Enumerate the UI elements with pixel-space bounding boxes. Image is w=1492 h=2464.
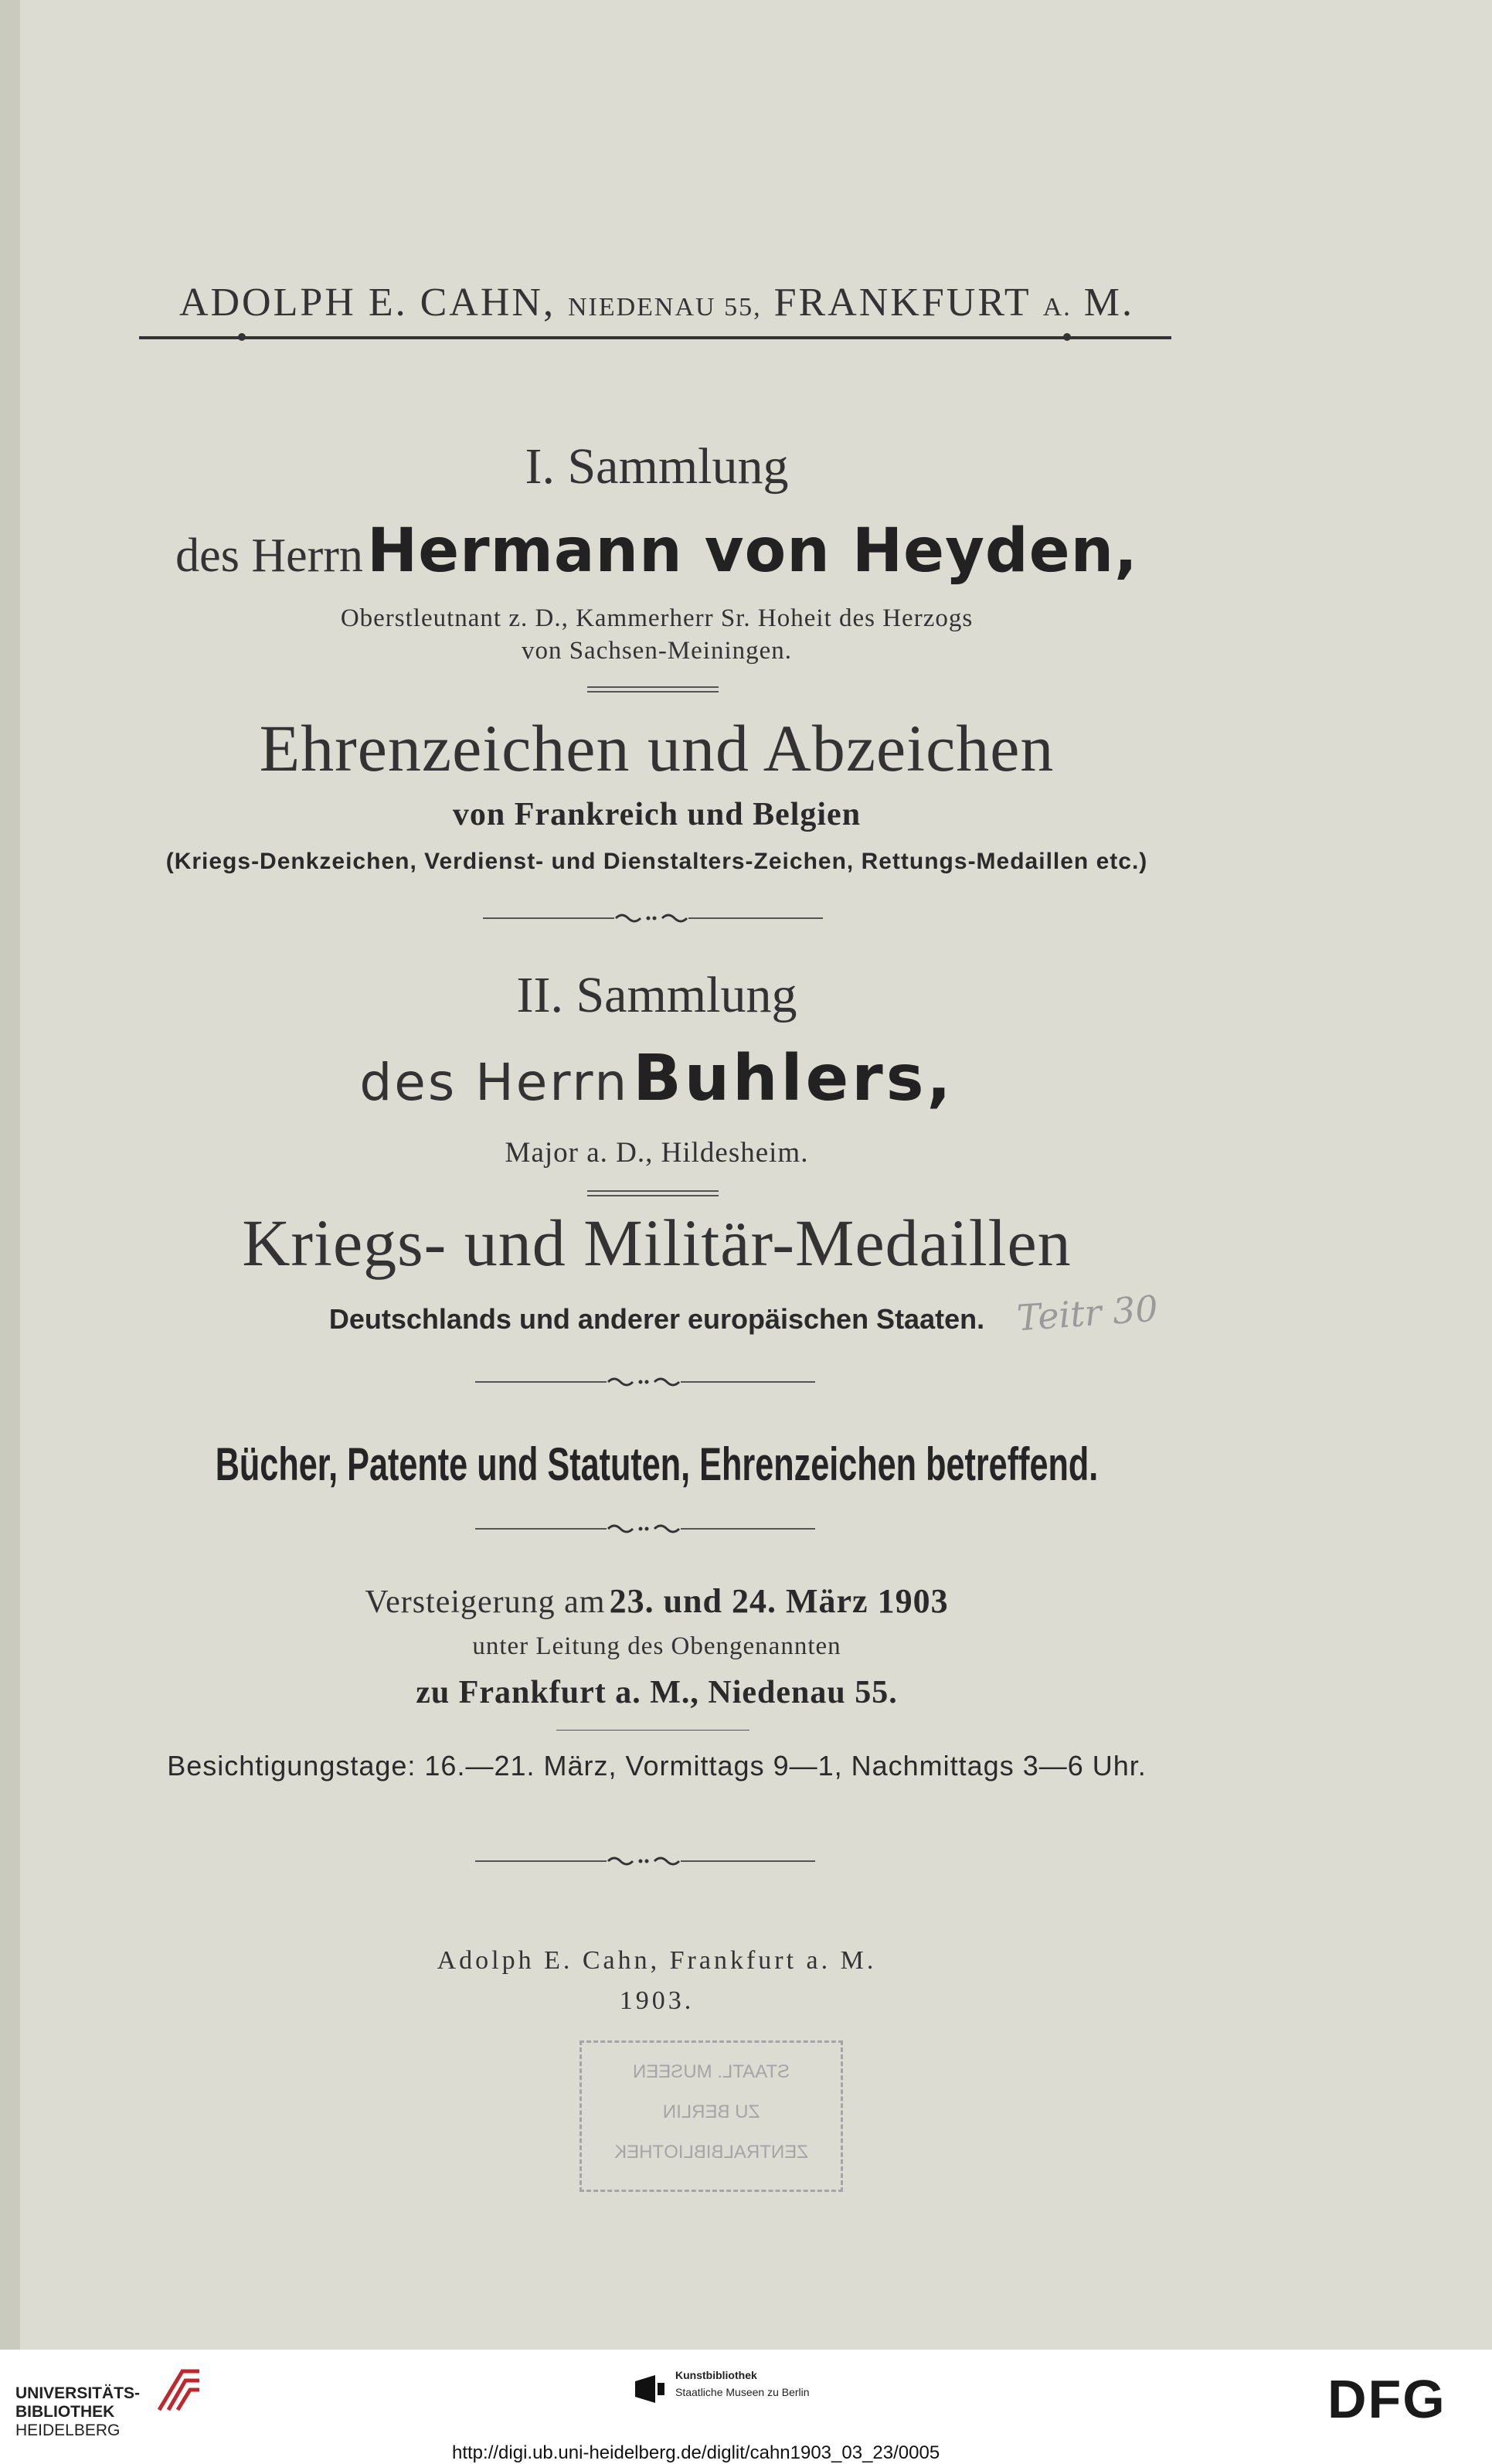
- dfg-logo[interactable]: DFG: [1327, 2369, 1446, 2429]
- collection1-subject-sub: von Frankreich und Belgien: [452, 797, 862, 832]
- collection1-subject: Ehrenzeichen und Abzeichen: [259, 711, 1055, 785]
- books-line-wrap: [0, 1438, 1314, 1491]
- collection2-des-herrn: des Herrn: [359, 1053, 630, 1112]
- ub-line3: HEIDELBERG: [15, 2421, 121, 2439]
- collection1-name-line: [0, 516, 1314, 586]
- header-dealer: ADOLPH E. CAHN,: [178, 281, 556, 325]
- ornament-divider: [475, 1853, 815, 1869]
- auction-line1: [0, 1581, 1314, 1621]
- library-stamp: [579, 2040, 843, 2192]
- divider: [587, 1195, 719, 1196]
- header-m: M.: [1083, 281, 1135, 325]
- collection1-des-herrn: des Herrn: [175, 529, 363, 582]
- auction-line2: unter Leitung des Obengenannten: [472, 1632, 841, 1660]
- ub-line2: BIBLIOTHEK: [15, 2403, 115, 2421]
- collection2-heading: II. Sammlung: [516, 967, 797, 1023]
- divider: [587, 686, 719, 688]
- kunstbibliothek-text: [675, 2367, 810, 2401]
- books-line: Bücher, Patente und Statuten, Ehrenzeichen betreffend.: [215, 1438, 1099, 1490]
- rule-dot: [238, 333, 246, 341]
- ornament-divider: [483, 910, 823, 926]
- collection2-name: Buhlers,: [633, 1042, 954, 1115]
- publisher-year: 1903.: [619, 1986, 695, 2015]
- divider: [587, 1190, 719, 1192]
- header-street: NIEDENAU 55,: [567, 293, 762, 322]
- kb-line2: Staatliche Museen zu Berlin: [675, 2386, 810, 2398]
- stamp-line3: ZENTRALBIBLIOTHEK: [614, 2142, 808, 2163]
- stamp-line2: ZU BERLIN: [662, 2102, 760, 2122]
- ub-heidelberg-text: [15, 2384, 140, 2440]
- ornament-divider: [475, 1374, 815, 1390]
- divider: [556, 1730, 749, 1731]
- header-a: A.: [1042, 293, 1072, 322]
- auction-dates: 23. und 24. März 1903: [609, 1582, 949, 1620]
- header-city: FRANKFURT: [773, 281, 1031, 325]
- collection1-title-line1: Oberstleutnant z. D., Kammerherr Sr. Hoheit des Herzogs: [340, 604, 974, 632]
- kunstbibliothek-logo-icon[interactable]: [635, 2375, 666, 2403]
- collection1-title-line2: von Sachsen-Meiningen.: [521, 637, 793, 665]
- publisher-line1: Adolph E. Cahn, Frankfurt a. M.: [437, 1946, 877, 1975]
- collection1-heading: I. Sammlung: [525, 438, 789, 495]
- viewing-days: Besichtigungstage: 16.—21. März, Vormittags 9—1, Nachmittags 3—6 Uhr.: [167, 1750, 1147, 1782]
- ornament-divider: [475, 1521, 815, 1537]
- ub-line1: UNIVERSITÄTS-: [15, 2384, 141, 2402]
- auction-line3: zu Frankfurt a. M., Niedenau 55.: [416, 1675, 898, 1710]
- divider: [587, 691, 719, 693]
- ub-heidelberg-logo-icon[interactable]: [151, 2364, 206, 2418]
- collection1-subject-detail: (Kriegs-Denkzeichen, Verdienst- und Dienstalters-Zeichen, Rettungs-Medaillen etc.): [165, 849, 1148, 874]
- kb-line1: Kunstbibliothek: [675, 2369, 757, 2381]
- stamp-line1: STAATL. MUSEEN: [632, 2061, 790, 2082]
- collection2-subject: Kriegs- und Militär-Medaillen: [242, 1206, 1072, 1280]
- header-rule: [139, 336, 1171, 339]
- collection2-subject-sub: Deutschlands und anderer europäischen Staaten.: [328, 1303, 985, 1335]
- header-line: [0, 280, 1314, 325]
- collection2-name-line: [0, 1042, 1314, 1115]
- collection1-name: Hermann von Heyden,: [367, 516, 1138, 586]
- permalink-url[interactable]: http://digi.ub.uni-heidelberg.de/diglit/cahn1903_03_23/0005: [452, 2442, 940, 2463]
- collection2-title-line1: Major a. D., Hildesheim.: [505, 1137, 809, 1169]
- auction-label: Versteigerung am: [365, 1584, 606, 1620]
- rule-dot: [1063, 333, 1071, 341]
- pencil-annotation: Teitr 30: [1015, 1287, 1160, 1339]
